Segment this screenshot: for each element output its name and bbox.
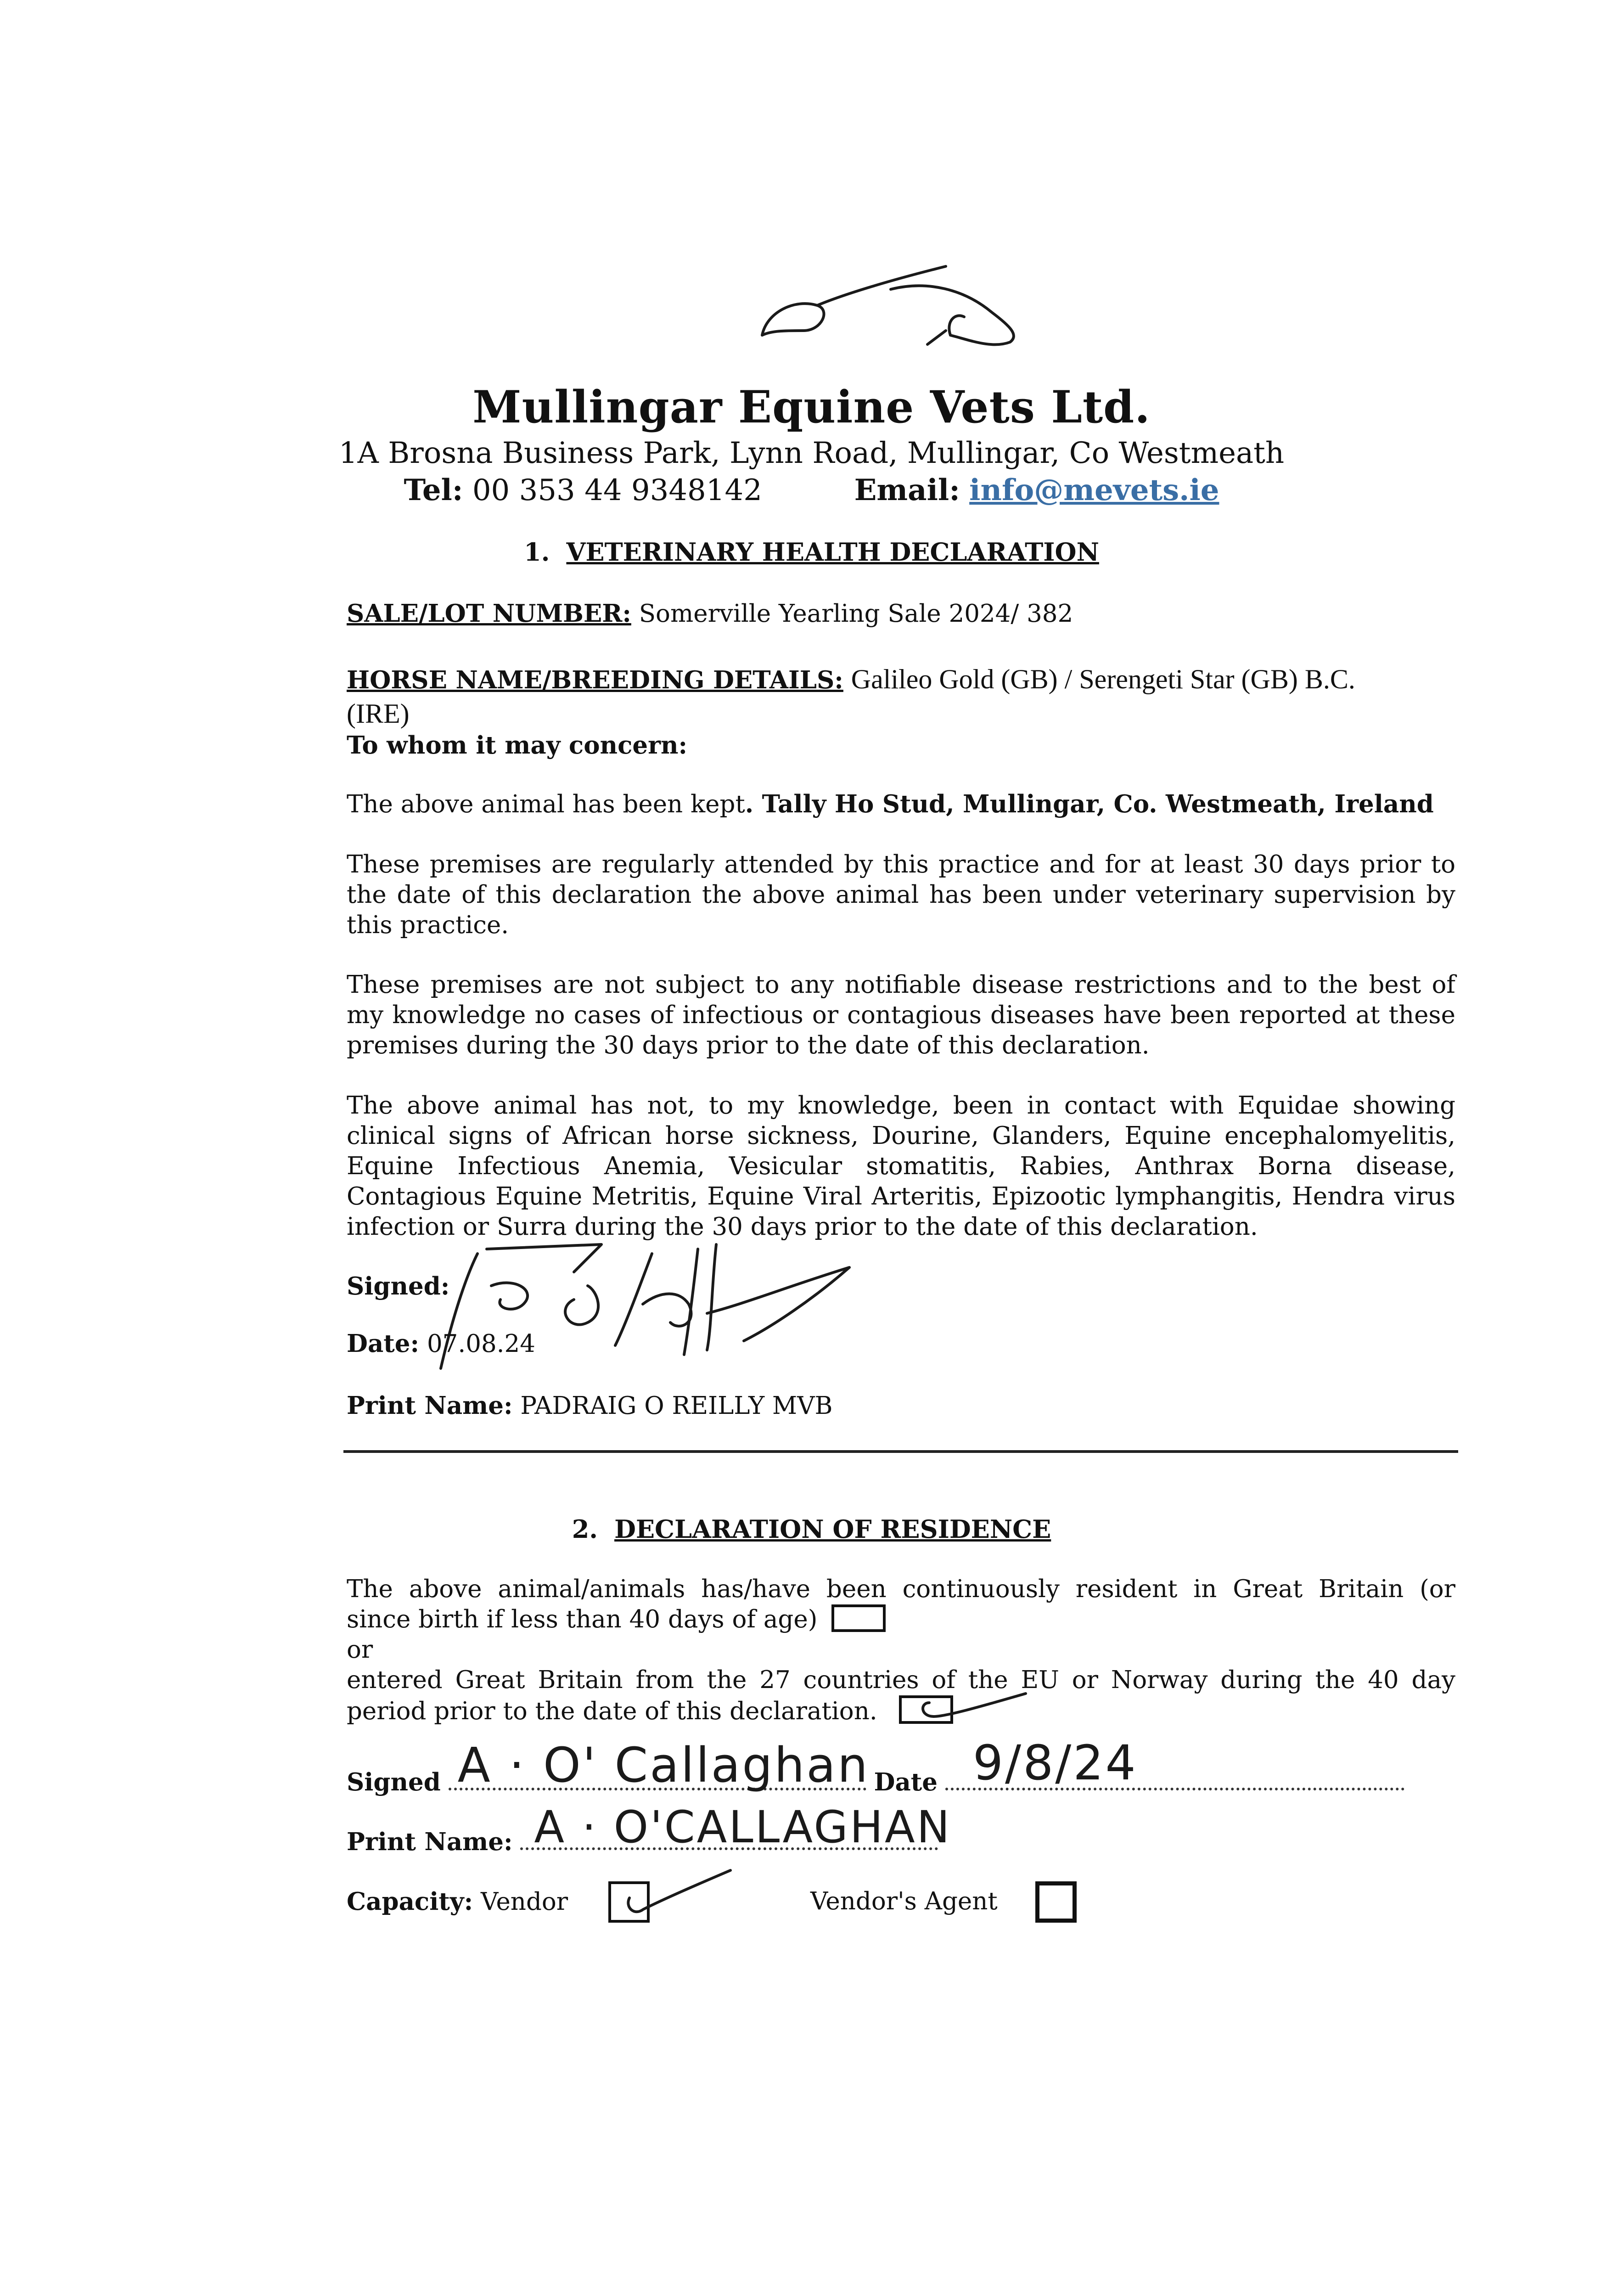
kept-line xyxy=(347,790,1434,818)
residence-option1-line2: since birth if less than 40 days of age) xyxy=(347,1604,1455,1635)
vendor-agent-option-label: Vendor's Agent xyxy=(810,1887,998,1915)
residence-option2-line2: period prior to the date of this declaration. xyxy=(347,1695,1455,1727)
section2-heading: DECLARATION OF RESIDENCE xyxy=(614,1514,1051,1544)
vendor-checkbox[interactable] xyxy=(608,1881,650,1923)
vendor-print-name-value: A · O'CALLAGHAN xyxy=(534,1801,952,1853)
residence-option1-line1: The above animal/animals has/have been continuously resident in Great Britain (or xyxy=(347,1575,1455,1603)
email-link[interactable]: info@mevets.ie xyxy=(969,473,1219,507)
residence-or: or xyxy=(347,1636,373,1664)
horse-details-line xyxy=(347,664,1355,695)
paragraph-supervision: These premises are regularly attended by this practice and for at least 30 days prior to the date of this declaration the above animal has been under veterinary supervision by this practice. xyxy=(347,850,1455,939)
sale-lot-value: Somerville Yearling Sale 2024/ 382 xyxy=(639,600,1073,628)
sale-lot-line xyxy=(347,599,1073,628)
residence-option1-checkbox[interactable] xyxy=(831,1604,886,1632)
vet-date-label: Date: xyxy=(347,1329,420,1358)
vendor-signed-line xyxy=(347,1735,1404,1796)
capacity-label: Capacity: xyxy=(347,1887,473,1916)
vet-signed-label: Signed: xyxy=(347,1272,450,1300)
vet-print-name-value: PADRAIG O REILLY MVB xyxy=(520,1392,833,1420)
contact-line xyxy=(0,473,1623,507)
vendor-print-name-label: Print Name: xyxy=(347,1828,513,1856)
section2-title xyxy=(0,1514,1623,1544)
section2-number: 2. xyxy=(572,1514,598,1544)
checkmark-icon xyxy=(616,1866,735,1921)
vendor-option-label: Vendor xyxy=(481,1888,568,1916)
vendor-date-value: 9/8/24 xyxy=(972,1735,1138,1791)
vendor-signature: A · O' Callaghan xyxy=(457,1737,870,1793)
residence-option2-checkbox[interactable] xyxy=(899,1695,953,1724)
vet-print-name-line xyxy=(347,1391,832,1420)
company-address: 1A Brosna Business Park, Lynn Road, Mullingar, Co Westmeath xyxy=(338,436,1285,470)
vendor-date-label: Date xyxy=(874,1768,938,1796)
paragraph-restrictions: These premises are not subject to any notifiable disease restrictions and to the best of my knowledge no cases of infectious or contagious diseases have been reported at these premises during the 30 days prior to the date of this declaration. xyxy=(347,971,1455,1059)
to-whom-heading: To whom it may concern: xyxy=(347,731,688,760)
kept-location: . Tally Ho Stud, Mullingar, Co. Westmeath, Ireland xyxy=(745,790,1434,818)
vendor-signature-field[interactable] xyxy=(449,1737,870,1793)
kept-text: The above animal has been kept xyxy=(347,790,745,818)
checkmark-icon xyxy=(911,1684,1030,1726)
section1-number: 1. xyxy=(524,537,550,567)
vendor-print-name-line xyxy=(347,1801,952,1856)
tel-label: Tel: xyxy=(404,473,463,507)
vet-date-value: 07.08.24 xyxy=(427,1330,535,1358)
section-divider xyxy=(343,1450,1458,1453)
vendor-print-name-field[interactable] xyxy=(520,1801,952,1853)
horse-details-cont: (IRE) xyxy=(347,698,410,729)
horse-details-label: HORSE NAME/BREEDING DETAILS: xyxy=(347,666,843,694)
sale-lot-label: SALE/LOT NUMBER: xyxy=(347,599,631,628)
vet-print-name-label: Print Name: xyxy=(347,1391,513,1420)
section1-title xyxy=(0,537,1623,567)
vendor-agent-checkbox[interactable] xyxy=(1035,1881,1077,1923)
section1-heading: VETERINARY HEALTH DECLARATION xyxy=(566,537,1099,567)
vendor-date-field[interactable] xyxy=(945,1735,1404,1791)
vendor-signed-label: Signed xyxy=(347,1768,441,1796)
paragraph-contact-diseases: The above animal has not, to my knowledge, been in contact with Equidae showing clinical signs of African horse sickness, Dourine, Glanders, Equine encephalomyelitis, Equine Infectious Anemia, Vesicular stomatitis, Rabies, Anthrax Borna disease, Contagious Equine Metritis, Equine Viral Arteritis, Epizootic lymphangitis, Hendra virus infection or Surra during the 30 days prior to the date of this declaration. xyxy=(347,1092,1455,1241)
residence-option2-line1: entered Great Britain from the 27 countries of the EU or Norway during the 40 day xyxy=(347,1666,1455,1694)
company-name: Mullingar Equine Vets Ltd. xyxy=(472,381,1151,433)
residence-option1 xyxy=(347,1574,1455,1727)
tel-value: 00 353 44 9348142 xyxy=(472,473,762,507)
horse-logo xyxy=(753,262,1038,363)
vet-signature xyxy=(422,1235,863,1382)
email-label: Email: xyxy=(854,473,960,507)
capacity-line xyxy=(347,1887,568,1916)
vet-date-line xyxy=(347,1329,535,1358)
horse-details-value: Galileo Gold (GB) / Serengeti Star (GB) B.C. xyxy=(851,664,1355,694)
